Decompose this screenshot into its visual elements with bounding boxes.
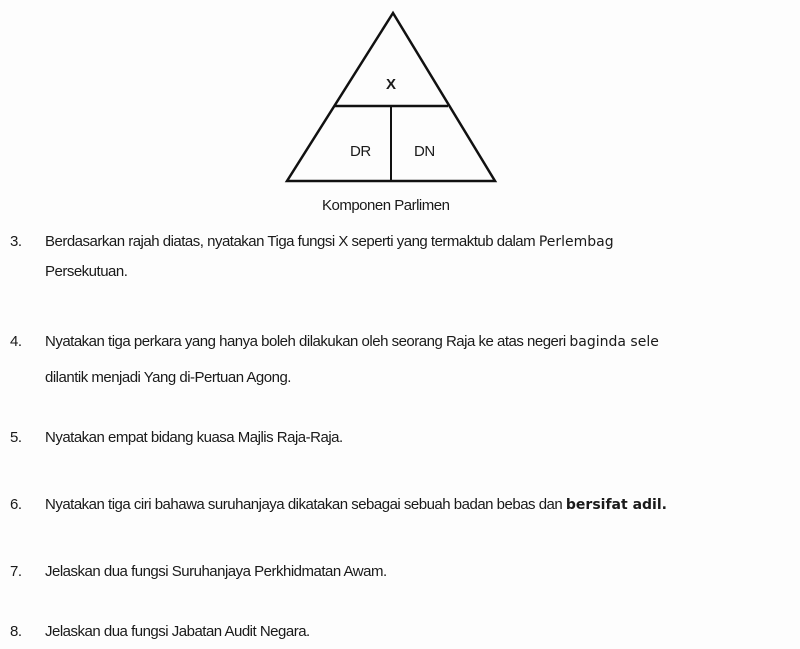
question-number: 3. xyxy=(10,233,22,250)
question-text: Jelaskan dua fungsi Jabatan Audit Negara. xyxy=(45,623,310,640)
question-text-tail: Perlembag xyxy=(538,234,614,250)
question-3-continuation: Persekutuan. xyxy=(45,263,128,280)
question-text: Nyatakan empat bidang kuasa Majlis Raja-Raja. xyxy=(45,429,343,446)
question-text: Jelaskan dua fungsi Suruhanjaya Perkhidmatan Awam. xyxy=(45,563,387,580)
question-text: Nyatakan tiga ciri bahawa suruhanjaya dikatakan sebagai sebuah badan bebas dan xyxy=(45,496,563,513)
question-text: Berdasarkan rajah diatas, nyatakan Tiga fungsi X seperti yang termaktub dalam xyxy=(45,233,536,250)
diagram-caption: Komponen Parlimen xyxy=(322,197,450,214)
question-4-continuation: dilantik menjadi Yang di-Pertuan Agong. xyxy=(45,369,291,386)
question-number: 8. xyxy=(10,623,22,640)
question-text: Nyatakan tiga perkara yang hanya boleh dilakukan oleh seorang Raja ke atas negeri xyxy=(45,333,566,350)
question-number: 5. xyxy=(10,429,22,446)
question-number: 7. xyxy=(10,563,22,580)
diagram-label-dr: DR xyxy=(350,143,371,160)
question-number: 4. xyxy=(10,333,22,350)
question-text-tail: bersifat adil. xyxy=(565,497,667,513)
diagram-label-x: X xyxy=(386,76,396,93)
diagram-label-dn: DN xyxy=(414,143,435,160)
question-number: 6. xyxy=(10,496,22,513)
question-text-tail: baginda sele xyxy=(569,334,659,350)
